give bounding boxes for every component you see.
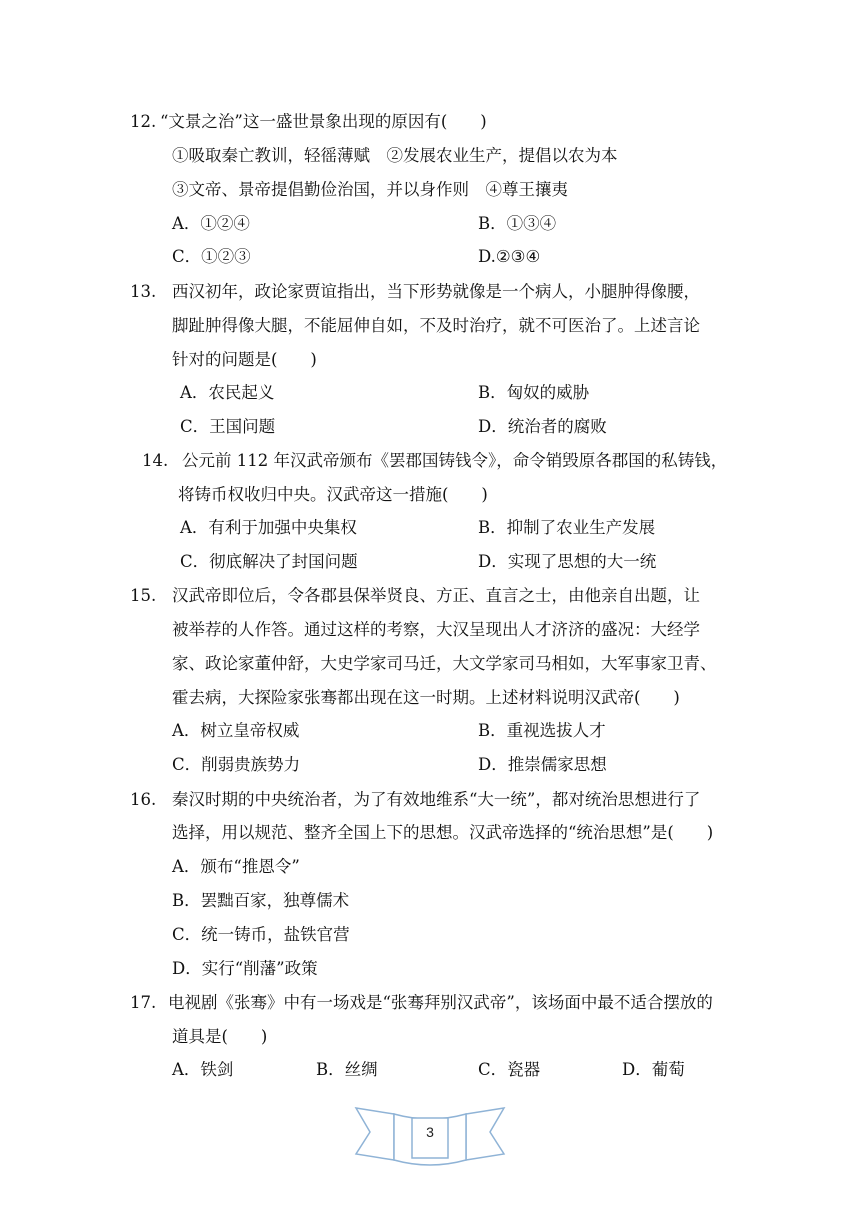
option-c: C．①②③ [172, 247, 251, 266]
question-stem: 选择，用以规范、整齐全国上下的思想。汉武帝选择的“统治思想”是( ) [172, 823, 714, 842]
option-c: C．瓷器 [478, 1060, 541, 1079]
question-number: 13. [130, 282, 157, 301]
option-b: B．匈奴的威胁 [478, 383, 590, 402]
option-a: A．颁布“推恩令” [172, 857, 300, 876]
page-footer [350, 1100, 510, 1170]
question-number: 12. [130, 112, 157, 131]
option-b: B．重视选拔人才 [478, 721, 606, 740]
option-d: D．推崇儒家思想 [478, 755, 607, 774]
option-b: B．抑制了农业生产发展 [478, 518, 656, 537]
option-a: A．有利于加强中央集权 [180, 518, 357, 537]
option-a: A．农民起义 [180, 383, 275, 402]
question-stem: 秦汉时期的中央统治者，为了有效地维系“大一统”，都对统治思想进行了 [172, 790, 701, 809]
option-b: B．罢黜百家，独尊儒术 [172, 891, 350, 910]
option-d: D．葡萄 [622, 1060, 685, 1079]
question-stem: 针对的问题是( ) [172, 350, 317, 369]
option-c: C．彻底解决了封国问题 [180, 552, 358, 571]
option-d: D．实行“削藩”政策 [172, 959, 318, 978]
option-d: D．实现了思想的大一统 [478, 552, 657, 571]
option-a: A．树立皇帝权威 [172, 721, 300, 740]
question-number: 14. [142, 451, 169, 470]
page-number: 3 [426, 1124, 434, 1140]
question-stem: 电视剧《张骞》中有一场戏是“张骞拜别汉武帝”，该场面中最不适合摆放的 [168, 993, 713, 1012]
option-a: A．铁剑 [172, 1060, 234, 1079]
option-c: C．统一铸币，盐铁官营 [172, 925, 350, 944]
option-b: B．丝绸 [316, 1060, 378, 1079]
option-d: D.②③④ [478, 247, 541, 266]
question-stem: 脚趾肿得像大腿，不能屈伸自如，不及时治疗，就不可医治了。上述言论 [172, 316, 700, 335]
question-number: 17. [130, 993, 157, 1012]
question-stem: 将铸币权收归中央。汉武帝这一措施( ) [178, 485, 488, 504]
question-stem: 西汉初年，政论家贾谊指出，当下形势就像是一个病人，小腿肿得像腰， [172, 282, 700, 301]
option-d: D．统治者的腐败 [478, 417, 607, 436]
question-stem: 被举荐的人作答。通过这样的考察，大汉呈现出人才济济的盛况：大经学 [172, 620, 700, 639]
question-stem: 道具是( ) [172, 1027, 268, 1046]
question-stem: 家、政论家董仲舒，大史学家司马迁，大文学家司马相如，大军事家卫青、 [172, 654, 717, 673]
question-number: 15. [130, 586, 157, 605]
question-stem: 公元前 112 年汉武帝颁布《罢郡国铸钱令》，命令销毁原各郡国的私铸钱， [182, 451, 728, 470]
option-c: C．削弱贵族势力 [172, 755, 301, 774]
question-stem: ③文帝、景帝提倡勤俭治国，并以身作则 ④尊王攘夷 [172, 180, 568, 199]
question-stem: “文景之治”这一盛世景象出现的原因有( ) [160, 112, 487, 131]
question-number: 16. [130, 790, 157, 809]
option-c: C．王国问题 [180, 417, 276, 436]
option-a: A．①②④ [172, 214, 250, 233]
question-stem: 汉武帝即位后，令各郡县保举贤良、方正、直言之士，由他亲自出题，让 [172, 586, 700, 605]
question-stem: ①吸取秦亡教训，轻徭薄赋 ②发展农业生产，提倡以农为本 [172, 146, 618, 165]
option-b: B．①③④ [478, 214, 557, 233]
question-stem: 霍去病，大探险家张骞都出现在这一时期。上述材料说明汉武帝( ) [172, 688, 680, 707]
